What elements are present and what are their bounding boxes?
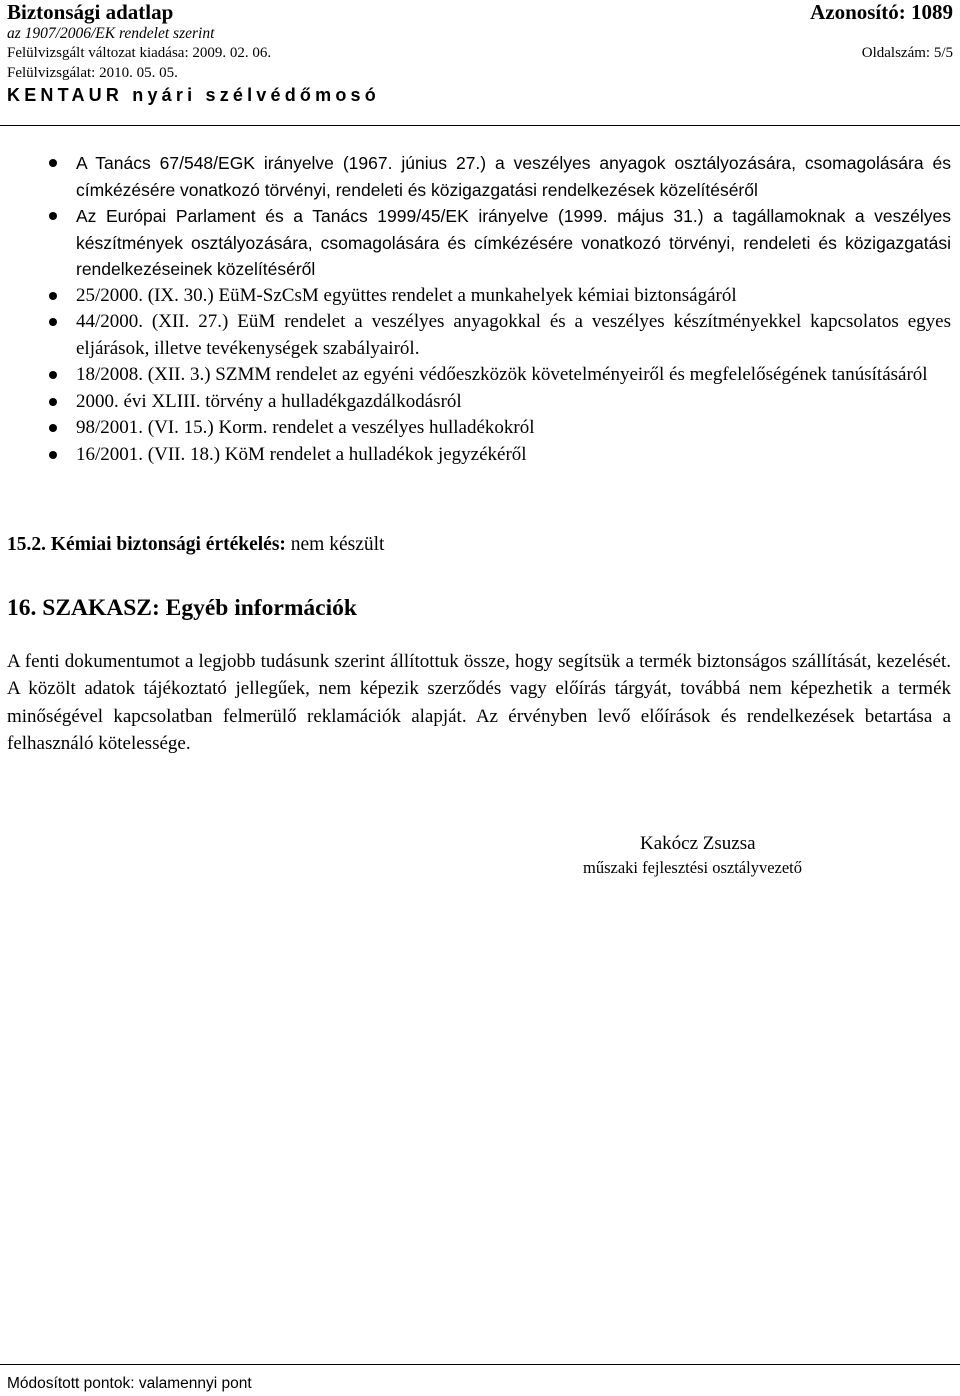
- section-16-title: 16. SZAKASZ: Egyéb információk: [7, 595, 357, 621]
- product-name: KENTAUR nyári szélvédőmosó: [7, 85, 380, 105]
- regulations-list-container: [7, 150, 951, 468]
- chemical-assessment: [7, 532, 384, 558]
- regulation-reference: az 1907/2006/EK rendelet szerint: [7, 25, 215, 42]
- list-item: Az Európai Parlament és a Tanács 1999/45/EK irányelve (1999. május 31.) a tagállamoknak a veszélyes készítmények osztályozására, csomagolására és címkézésére vonatkozó törvényi, rendeleti és közigazgatási rendelkezéseinek közelítéséről: [7, 203, 951, 283]
- page-number: Oldalszám: 5/5: [861, 45, 953, 61]
- list-item: A Tanács 67/548/EGK irányelve (1967. június 27.) a veszélyes anyagok osztályozására, csomagolására és címkézésére vonatkozó törvényi, rendeleti és közigazgatási rendelkezések közelítéséről: [7, 150, 951, 203]
- signatory-name: Kakócz Zsuzsa: [640, 833, 756, 854]
- bullet-icon: [49, 398, 57, 406]
- list-item: 18/2008. (XII. 3.) SZMM rendelet az egyéni védőeszközök követelményeiről és megfelelőségének tanúsításáról: [7, 362, 951, 389]
- document-title: Biztonsági adatlap: [7, 0, 174, 24]
- section-16-paragraph: A fenti dokumentumot a legjobb tudásunk szerint állítottuk össze, hogy segítsük a termék biztonságos szállítását, kezelését. A közölt adatok tájékoztató jellegűek, nem képezik szerződés vagy előírás tárgyát, továbbá nem képezhetik a termék minőségével kapcsolatban felmerülő reklamációk alapját. Az érvényben levő előírások és rendelkezések betartása a felhasználó kötelessége.: [7, 651, 951, 754]
- bullet-icon: [49, 424, 57, 432]
- chemical-assessment-label: 15.2. Kémiai biztonsági értékelés:: [7, 534, 286, 555]
- list-item: 2000. évi XLIII. törvény a hulladékgazdálkodásról: [7, 389, 951, 416]
- document-identifier: Azonosító: 1089: [810, 0, 953, 24]
- bullet-icon: [49, 371, 57, 379]
- regulations-list: [7, 150, 951, 468]
- bullet-icon: [49, 451, 57, 459]
- footer-divider: [0, 1364, 960, 1365]
- bullet-icon: [49, 159, 57, 167]
- document-header: [7, 0, 953, 106]
- bullet-icon: [49, 212, 57, 220]
- bullet-icon: [49, 292, 57, 300]
- header-divider: [0, 125, 960, 126]
- review-date: Felülvizsgálat: 2010. 05. 05.: [7, 65, 178, 81]
- chemical-assessment-value: nem készült: [290, 534, 385, 555]
- bullet-icon: [49, 318, 57, 326]
- list-item: 25/2000. (IX. 30.) EüM-SzCsM együttes rendelet a munkahelyek kémiai biztonságáról: [7, 283, 951, 310]
- signatory-role: műszaki fejlesztési osztályvezető: [583, 858, 802, 877]
- list-item: 16/2001. (VII. 18.) KöM rendelet a hulladékok jegyzékéről: [7, 442, 951, 469]
- list-item: 44/2000. (XII. 27.) EüM rendelet a veszélyes anyagokkal és a veszélyes készítményekkel kapcsolatos egyes eljárások, illetve tevékenységek szabályairól.: [7, 309, 951, 362]
- revision-issue-date: Felülvizsgált változat kiadása: 2009. 02. 06.: [7, 45, 272, 61]
- footer-note: Módosított pontok: valamennyi pont: [7, 1375, 252, 1392]
- list-item: 98/2001. (VI. 15.) Korm. rendelet a veszélyes hulladékokról: [7, 415, 951, 442]
